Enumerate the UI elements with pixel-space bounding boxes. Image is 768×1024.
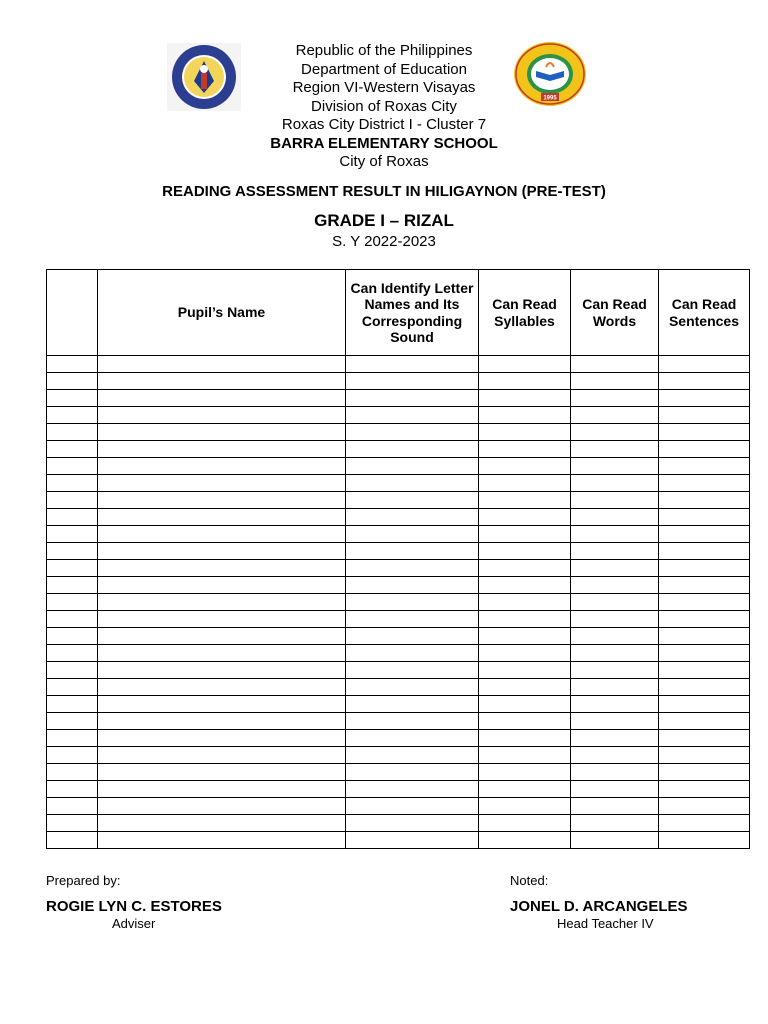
table-cell[interactable] xyxy=(47,645,98,662)
table-cell[interactable] xyxy=(346,356,479,373)
table-cell[interactable] xyxy=(659,798,750,815)
table-cell[interactable] xyxy=(571,662,659,679)
table-row xyxy=(47,356,750,373)
noted-name: JONEL D. ARCANGELES xyxy=(510,898,688,915)
table-cell[interactable] xyxy=(98,832,346,849)
table-cell[interactable] xyxy=(98,645,346,662)
header-line-1: Republic of the Philippines xyxy=(295,42,473,59)
table-cell[interactable] xyxy=(98,560,346,577)
table-cell[interactable] xyxy=(47,679,98,696)
col-number-header xyxy=(47,270,98,356)
table-cell[interactable] xyxy=(47,526,98,543)
table-cell[interactable] xyxy=(479,526,571,543)
table-cell[interactable] xyxy=(659,781,750,798)
col-pupil-name-header: Pupil’s Name xyxy=(98,270,346,356)
noted-label: Noted: xyxy=(510,873,549,888)
table-cell[interactable] xyxy=(346,832,479,849)
table-cell[interactable] xyxy=(659,713,750,730)
table-cell[interactable] xyxy=(571,509,659,526)
table-cell[interactable] xyxy=(479,356,571,373)
table-cell[interactable] xyxy=(571,611,659,628)
table-cell[interactable] xyxy=(479,594,571,611)
table-cell[interactable] xyxy=(47,560,98,577)
table-cell[interactable] xyxy=(659,475,750,492)
table-row xyxy=(47,373,750,390)
table-cell[interactable] xyxy=(47,458,98,475)
table-cell[interactable] xyxy=(571,356,659,373)
col-letter-names-header: Can Identify Letter Names and Its Corresponding Sound xyxy=(346,270,479,356)
table-cell[interactable] xyxy=(479,713,571,730)
table-header-row xyxy=(47,270,750,356)
table-cell[interactable] xyxy=(346,458,479,475)
table-cell[interactable] xyxy=(47,764,98,781)
table-cell[interactable] xyxy=(659,611,750,628)
school-year: S. Y 2022-2023 xyxy=(332,233,436,250)
table-cell[interactable] xyxy=(98,475,346,492)
table-cell[interactable] xyxy=(47,628,98,645)
table-row xyxy=(47,747,750,764)
table-cell[interactable] xyxy=(98,764,346,781)
table-cell[interactable] xyxy=(479,798,571,815)
table-cell[interactable] xyxy=(47,662,98,679)
table-cell[interactable] xyxy=(47,798,98,815)
table-cell[interactable] xyxy=(659,492,750,509)
table-row xyxy=(47,832,750,849)
table-cell[interactable] xyxy=(346,679,479,696)
table-row xyxy=(47,696,750,713)
table-cell[interactable] xyxy=(659,560,750,577)
table-cell[interactable] xyxy=(659,662,750,679)
header-line-2: Department of Education xyxy=(301,60,467,78)
table-cell[interactable] xyxy=(47,594,98,611)
table-cell[interactable] xyxy=(659,458,750,475)
table-row xyxy=(47,492,750,509)
table-cell[interactable] xyxy=(346,645,479,662)
table-cell[interactable] xyxy=(659,696,750,713)
grade-section: GRADE I – RIZAL xyxy=(314,211,454,230)
table-cell[interactable] xyxy=(98,611,346,628)
table-cell[interactable] xyxy=(47,390,98,407)
table-cell[interactable] xyxy=(479,424,571,441)
table-cell[interactable] xyxy=(47,611,98,628)
table-cell[interactable] xyxy=(571,458,659,475)
table-cell[interactable] xyxy=(479,407,571,424)
table-row xyxy=(47,611,750,628)
table-cell[interactable] xyxy=(98,747,346,764)
table-cell[interactable] xyxy=(479,560,571,577)
col-syllables-header: Can Read Syllables xyxy=(479,270,571,356)
table-cell[interactable] xyxy=(346,713,479,730)
table-cell[interactable] xyxy=(571,475,659,492)
table-row xyxy=(47,679,750,696)
table-row xyxy=(47,577,750,594)
table-row xyxy=(47,475,750,492)
col-sentences-header: Can Read Sentences xyxy=(659,270,750,356)
table-cell[interactable] xyxy=(47,441,98,458)
table-cell[interactable] xyxy=(346,560,479,577)
table-cell[interactable] xyxy=(479,781,571,798)
table-cell[interactable] xyxy=(346,407,479,424)
table-row xyxy=(47,424,750,441)
table-cell[interactable] xyxy=(571,815,659,832)
table-cell[interactable] xyxy=(571,594,659,611)
document-title: READING ASSESSMENT RESULT IN HILIGAYNON (PRE-TEST) xyxy=(162,183,606,200)
table-cell[interactable] xyxy=(571,492,659,509)
table-cell[interactable] xyxy=(346,764,479,781)
table-cell[interactable] xyxy=(47,373,98,390)
table-row xyxy=(47,594,750,611)
table-cell[interactable] xyxy=(571,390,659,407)
table-cell[interactable] xyxy=(346,696,479,713)
table-cell[interactable] xyxy=(346,594,479,611)
table-cell[interactable] xyxy=(479,373,571,390)
table-cell[interactable] xyxy=(571,628,659,645)
table-row xyxy=(47,543,750,560)
header-line-5: Roxas City District I - Cluster 7 xyxy=(281,116,487,133)
table-cell[interactable] xyxy=(346,747,479,764)
table-cell[interactable] xyxy=(98,713,346,730)
table-cell[interactable] xyxy=(659,543,750,560)
table-row xyxy=(47,458,750,475)
table-cell[interactable] xyxy=(47,543,98,560)
table-cell[interactable] xyxy=(47,492,98,509)
table-cell[interactable] xyxy=(571,798,659,815)
table-cell[interactable] xyxy=(659,526,750,543)
header-line-4: Division of Roxas City xyxy=(311,97,457,115)
table-cell[interactable] xyxy=(47,747,98,764)
table-cell[interactable] xyxy=(479,832,571,849)
table-cell[interactable] xyxy=(479,458,571,475)
table-cell[interactable] xyxy=(571,832,659,849)
table-cell[interactable] xyxy=(659,645,750,662)
table-cell[interactable] xyxy=(479,815,571,832)
header-line-3: Region VI-Western Visayas xyxy=(292,79,476,96)
table-cell[interactable] xyxy=(479,645,571,662)
table-body xyxy=(47,356,750,849)
table-cell[interactable] xyxy=(346,628,479,645)
table-cell[interactable] xyxy=(571,764,659,781)
table-cell[interactable] xyxy=(571,373,659,390)
table-cell[interactable] xyxy=(346,662,479,679)
table-cell[interactable] xyxy=(571,407,659,424)
city-name: City of Roxas xyxy=(339,152,429,170)
table-cell[interactable] xyxy=(479,747,571,764)
assessment-table xyxy=(46,269,750,849)
prepared-by-name: ROGIE LYN C. ESTORES xyxy=(46,898,222,915)
table-cell[interactable] xyxy=(346,526,479,543)
table-cell[interactable] xyxy=(98,458,346,475)
table-cell[interactable] xyxy=(47,815,98,832)
table-cell[interactable] xyxy=(346,373,479,390)
table-cell[interactable] xyxy=(659,424,750,441)
prepared-by-label: Prepared by: xyxy=(46,873,121,888)
table-cell[interactable] xyxy=(571,645,659,662)
table-cell[interactable] xyxy=(479,764,571,781)
table-row xyxy=(47,628,750,645)
table-cell[interactable] xyxy=(98,798,346,815)
table-cell[interactable] xyxy=(659,764,750,781)
table-cell[interactable] xyxy=(346,424,479,441)
table-row xyxy=(47,764,750,781)
col-words-header: Can Read Words xyxy=(571,270,659,356)
table-row xyxy=(47,662,750,679)
table-row xyxy=(47,645,750,662)
table-cell[interactable] xyxy=(47,475,98,492)
table-cell[interactable] xyxy=(346,781,479,798)
table-row xyxy=(47,526,750,543)
table-cell[interactable] xyxy=(346,815,479,832)
table-row xyxy=(47,730,750,747)
table-cell[interactable] xyxy=(571,696,659,713)
table-cell[interactable] xyxy=(98,781,346,798)
table-cell[interactable] xyxy=(346,492,479,509)
table-cell[interactable] xyxy=(47,577,98,594)
table-cell[interactable] xyxy=(479,679,571,696)
table-cell[interactable] xyxy=(47,781,98,798)
table-cell[interactable] xyxy=(98,441,346,458)
table-cell[interactable] xyxy=(571,543,659,560)
prepared-by-role: Adviser xyxy=(112,916,156,931)
table-cell[interactable] xyxy=(659,373,750,390)
table-cell[interactable] xyxy=(47,407,98,424)
seal-year: 1995 xyxy=(543,95,557,102)
table-cell[interactable] xyxy=(346,509,479,526)
table-cell[interactable] xyxy=(479,390,571,407)
table-row xyxy=(47,781,750,798)
table-cell[interactable] xyxy=(346,543,479,560)
noted-role: Head Teacher IV xyxy=(557,916,654,931)
table-cell[interactable] xyxy=(659,815,750,832)
table-cell[interactable] xyxy=(98,407,346,424)
letterhead xyxy=(0,42,768,171)
table-cell[interactable] xyxy=(571,577,659,594)
table-cell[interactable] xyxy=(47,832,98,849)
table-cell[interactable] xyxy=(47,356,98,373)
table-cell[interactable] xyxy=(659,441,750,458)
table-cell[interactable] xyxy=(98,373,346,390)
table-cell[interactable] xyxy=(659,832,750,849)
table-cell[interactable] xyxy=(659,730,750,747)
table-cell[interactable] xyxy=(98,356,346,373)
table-cell[interactable] xyxy=(346,730,479,747)
table-cell[interactable] xyxy=(659,679,750,696)
table-cell[interactable] xyxy=(98,815,346,832)
table-cell[interactable] xyxy=(479,730,571,747)
table-cell[interactable] xyxy=(98,509,346,526)
table-cell[interactable] xyxy=(98,577,346,594)
table-row xyxy=(47,390,750,407)
table-cell[interactable] xyxy=(571,441,659,458)
table-cell[interactable] xyxy=(571,526,659,543)
table-cell[interactable] xyxy=(346,798,479,815)
table-cell[interactable] xyxy=(47,424,98,441)
table-cell[interactable] xyxy=(659,747,750,764)
table-cell[interactable] xyxy=(659,594,750,611)
table-cell[interactable] xyxy=(571,679,659,696)
table-cell[interactable] xyxy=(98,390,346,407)
table-cell[interactable] xyxy=(346,390,479,407)
table-cell[interactable] xyxy=(479,577,571,594)
table-cell[interactable] xyxy=(98,543,346,560)
table-cell[interactable] xyxy=(98,662,346,679)
table-cell[interactable] xyxy=(98,424,346,441)
table-cell[interactable] xyxy=(571,424,659,441)
table-cell[interactable] xyxy=(98,628,346,645)
table-cell[interactable] xyxy=(98,594,346,611)
table-cell[interactable] xyxy=(47,713,98,730)
table-cell[interactable] xyxy=(571,747,659,764)
table-cell[interactable] xyxy=(571,560,659,577)
table-cell[interactable] xyxy=(47,696,98,713)
table-cell[interactable] xyxy=(571,730,659,747)
table-cell[interactable] xyxy=(659,628,750,645)
table-cell[interactable] xyxy=(346,441,479,458)
table-cell[interactable] xyxy=(479,696,571,713)
table-cell[interactable] xyxy=(659,577,750,594)
table-cell[interactable] xyxy=(479,543,571,560)
table-cell[interactable] xyxy=(98,492,346,509)
table-row xyxy=(47,509,750,526)
table-row xyxy=(47,798,750,815)
table-cell[interactable] xyxy=(659,407,750,424)
table-cell[interactable] xyxy=(47,730,98,747)
table-cell[interactable] xyxy=(659,509,750,526)
table-row xyxy=(47,713,750,730)
table-cell[interactable] xyxy=(98,526,346,543)
table-cell[interactable] xyxy=(479,492,571,509)
table-cell[interactable] xyxy=(47,509,98,526)
table-cell[interactable] xyxy=(346,475,479,492)
table-row xyxy=(47,407,750,424)
table-cell[interactable] xyxy=(346,577,479,594)
table-cell[interactable] xyxy=(479,509,571,526)
table-cell[interactable] xyxy=(479,475,571,492)
table-cell[interactable] xyxy=(659,356,750,373)
table-cell[interactable] xyxy=(479,611,571,628)
table-cell[interactable] xyxy=(98,730,346,747)
table-row xyxy=(47,560,750,577)
table-cell[interactable] xyxy=(346,611,479,628)
table-cell[interactable] xyxy=(479,662,571,679)
table-row xyxy=(47,441,750,458)
table-cell[interactable] xyxy=(98,696,346,713)
table-cell[interactable] xyxy=(659,390,750,407)
table-cell[interactable] xyxy=(98,679,346,696)
table-row xyxy=(47,815,750,832)
table-cell[interactable] xyxy=(571,781,659,798)
table-cell[interactable] xyxy=(479,441,571,458)
table-cell[interactable] xyxy=(479,628,571,645)
school-name: BARRA ELEMENTARY SCHOOL xyxy=(270,134,498,152)
table-cell[interactable] xyxy=(571,713,659,730)
